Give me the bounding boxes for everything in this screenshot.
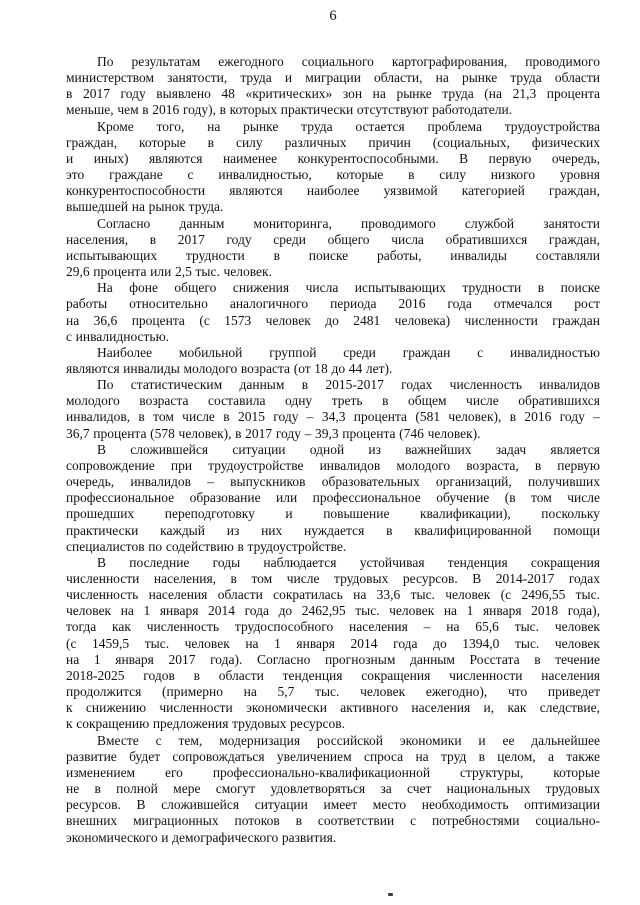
text-line: человек на 1 января 2014 года до 2462,95 тыс. человек на 1 января 2018 года), xyxy=(66,603,600,619)
paragraph xyxy=(66,280,600,345)
text-line: 2018-2025 годов в области тенденция сокращения численности населения xyxy=(66,667,600,683)
paragraph xyxy=(66,555,600,733)
text-line: меньше, чем в 2016 году), в которых практически отсутствуют работодатели. xyxy=(66,102,513,118)
text-line: продолжится (примерно на 5,7 тыс. человек ежегодно), что приведет xyxy=(66,684,600,700)
paragraph xyxy=(66,119,600,216)
text-line: на 1 января 2017 года). Согласно прогнозным данным Росстата в течение xyxy=(66,651,600,667)
text-line: тогда как численность трудоспособного населения – на 65,6 тыс. человек xyxy=(66,619,600,635)
text-line: 29,6 процента или 2,5 тыс. человек. xyxy=(66,264,272,280)
text-line: к сокращению предложения трудовых ресурсов. xyxy=(66,716,345,732)
text-line: инвалидов, в том числе в 2015 году – 34,3 процента (581 человек), в 2016 году – xyxy=(66,409,600,425)
text-line: с инвалидностью. xyxy=(66,328,170,344)
text-line: очередь, инвалидов – выпускников образовательных организаций, получивших xyxy=(66,474,600,490)
text-line: В сложившейся ситуации одной из важнейших задач является xyxy=(97,441,600,457)
document-body xyxy=(66,54,600,846)
paragraph xyxy=(66,733,600,846)
text-line: численности населения, в том числе трудовых ресурсов. В 2014-2017 годах xyxy=(66,571,600,586)
text-line: В последние годы наблюдается устойчивая тенденция сокращения xyxy=(97,554,600,570)
text-line: профессиональное образование или профессиональное обучение (в том числе xyxy=(66,490,600,506)
text-line: ресурсов. В сложившейся ситуации имеет место необходимость оптимизации xyxy=(66,797,600,813)
text-line: на 36,6 процента (с 1573 человек до 2481 человека) численности граждан xyxy=(66,312,600,328)
paragraph xyxy=(66,442,600,555)
text-line: внешних миграционных потоков в соответствии с потребностями социально- xyxy=(66,813,600,829)
text-line: работы относительно аналогичного периода 2016 года отмечался рост xyxy=(66,296,600,312)
text-line: Согласно данным мониторинга, проводимого службой занятости xyxy=(97,215,600,231)
text-line: молодого возраста составила одну треть в общем числе обратившихся xyxy=(66,393,600,409)
paragraph xyxy=(66,216,600,281)
text-line: вышедшей на рынок труда. xyxy=(66,199,224,215)
paragraph xyxy=(66,54,600,119)
text-line: экономического и демографического развития. xyxy=(66,829,337,845)
text-line: к снижению численности экономически активного населения и, как следствие, xyxy=(66,700,600,716)
text-line: изменением его профессионально-квалификационной структуры, которые xyxy=(66,764,600,780)
text-line: развитие будет сопровождаться увеличением спроса на труд в целом, а также xyxy=(66,748,600,764)
text-line: населения, в 2017 году среди общего числа обратившихся граждан, xyxy=(66,231,600,247)
text-line: По статистическим данным в 2015-2017 годах численность инвалидов xyxy=(97,377,600,393)
page-number: 6 xyxy=(329,8,337,24)
text-line: (с 1459,5 тыс. человек на 1 января 2014 года до 1394,0 тыс. человек xyxy=(66,635,600,651)
text-line: прошедших переподготовку и повышение квалификации), поскольку xyxy=(66,506,600,522)
text-line: Кроме того, на рынке труда остается проблема трудоустройства xyxy=(97,118,600,134)
text-line: На фоне общего снижения числа испытывающих трудности в поиске xyxy=(97,280,600,296)
text-line: конкурентоспособности являются наиболее уязвимой категорией граждан, xyxy=(66,183,600,199)
text-line: и иных) являются наименее конкурентоспособными. В первую очередь, xyxy=(66,150,600,166)
paragraph xyxy=(66,377,600,442)
text-line: сопровождение при трудоустройстве инвалидов молодого возраста, в первую xyxy=(66,457,600,473)
text-line: специалистов по содействию в трудоустройстве. xyxy=(66,538,347,554)
scan-speck-artifact xyxy=(388,893,393,896)
text-line: Наиболее мобильной группой среди граждан с инвалидностью xyxy=(97,344,600,360)
text-line: в 2017 году выявлено 48 «критических» зон на рынке труда (на 21,3 процента xyxy=(66,86,600,102)
text-line: Вместе с тем, модернизация российской экономики и ее дальнейшее xyxy=(97,732,600,748)
text-line: это граждане с инвалидностью, которые в силу низкого уровня xyxy=(66,167,600,183)
text-line: практически каждый из них нуждается в квалифицированной помощи xyxy=(66,522,600,538)
text-line: испытывающих трудности в поиске работы, инвалиды составляли xyxy=(66,247,600,263)
text-line: 36,7 процента (578 человек), в 2017 году – 39,3 процента (746 человек). xyxy=(66,425,481,441)
text-line: граждан, которые в силу различных причин (социальных, физических xyxy=(66,134,600,150)
text-line: По результатам ежегодного социального картографирования, проводимого xyxy=(97,54,600,69)
text-line: не в полной мере смогут удовлетворяться за счет национальных трудовых xyxy=(66,781,600,797)
text-line: численность населения области сократилась на 33,6 тыс. человек (с 2496,55 тыс. xyxy=(66,587,600,603)
paragraph xyxy=(66,345,600,377)
text-line: министерством занятости, труда и миграции области, на рынке труда области xyxy=(66,70,600,86)
text-line: являются инвалиды молодого возраста (от 18 до 44 лет). xyxy=(66,360,393,376)
